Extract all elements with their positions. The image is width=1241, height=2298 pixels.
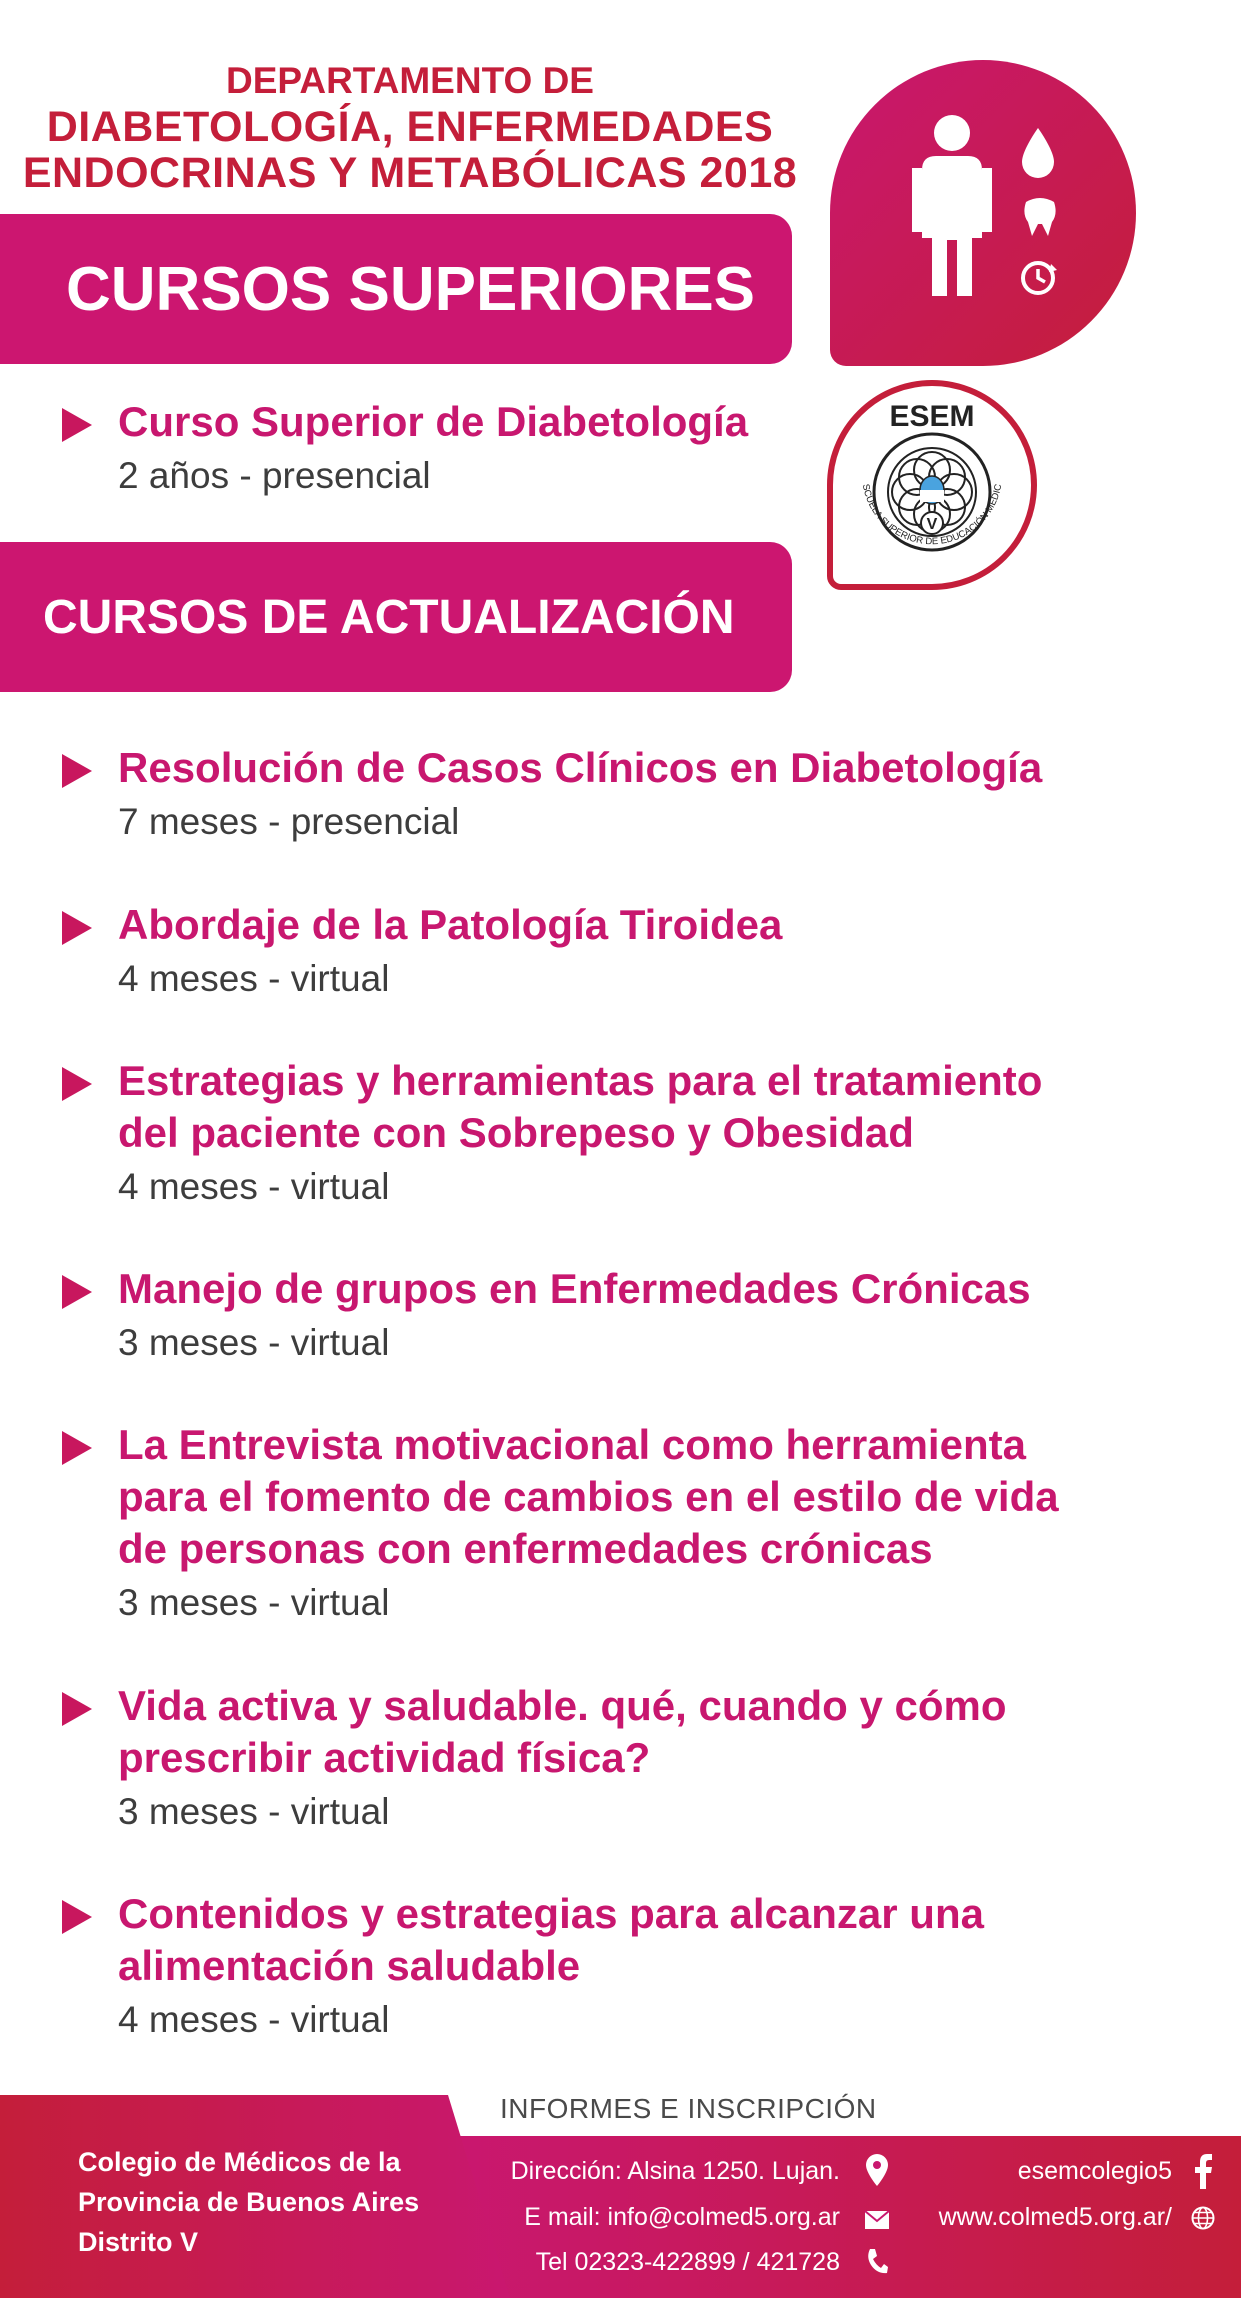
course-meta: 3 meses - virtual [118, 1582, 390, 1623]
course-title: Curso Superior de Diabetología [118, 398, 749, 445]
course-item [62, 1263, 1182, 1371]
course-meta: 3 meses - virtual [118, 1791, 390, 1832]
clock-icon [1018, 256, 1062, 300]
course-title-line-2: para el fomento de cambios en el estilo de vida [118, 1473, 1059, 1520]
facebook-icon[interactable] [1186, 2153, 1220, 2196]
course-title: Abordaje de la Patología Tiroidea [118, 901, 783, 948]
course-title-line-3: de personas con enfermedades crónicas [118, 1525, 933, 1572]
course-title-line-1: Vida activa y saludable. qué, cuando y cómo [118, 1682, 1007, 1729]
play-arrow-icon [62, 754, 92, 788]
health-icon-panel [830, 60, 1136, 366]
website-link[interactable]: www.colmed5.org.ar/ [938, 2203, 1172, 2231]
course-item [62, 1419, 1182, 1631]
organization-name [78, 2142, 419, 2262]
org-line-1: Colegio de Médicos de la [78, 2147, 401, 2177]
course-item [62, 1888, 1182, 2048]
course-item [62, 742, 1182, 850]
esem-wordmark: ESEM [889, 400, 975, 433]
org-line-2: Provincia de Buenos Aires [78, 2187, 420, 2217]
email-text[interactable]: E mail: info@colmed5.org.ar [524, 2203, 840, 2231]
course-title-line-2: alimentación saludable [118, 1942, 581, 1989]
course-title: Resolución de Casos Clínicos en Diabetología [118, 744, 1043, 791]
dept-line-3: ENDOCRINAS Y METABÓLICAS 2018 [22, 149, 798, 197]
play-arrow-icon [62, 1275, 92, 1309]
course-meta: 4 meses - virtual [118, 958, 390, 999]
org-line-3: Distrito V [78, 2227, 199, 2257]
course-title-line-1: Estrategias y herramientas para el tratamiento [118, 1057, 1043, 1104]
esem-ring-text: SCUELA SUPERIOR DE EDUCACIÓN MÉDIC [859, 483, 1005, 548]
play-arrow-icon [62, 911, 92, 945]
play-arrow-icon [62, 1692, 92, 1726]
course-title-line-2: prescribir actividad física? [118, 1734, 651, 1781]
play-arrow-icon [62, 1900, 92, 1934]
course-meta: 7 meses - presencial [118, 801, 460, 842]
course-title-line-1: La Entrevista motivacional como herramienta [118, 1421, 1026, 1468]
facebook-handle[interactable]: esemcolegio5 [1017, 2157, 1172, 2185]
play-arrow-icon [62, 1067, 92, 1101]
tooth-icon [1020, 196, 1060, 238]
globe-icon [1186, 2205, 1220, 2237]
course-item [62, 1680, 1182, 1840]
dept-line-1: DEPARTAMENTO DE [226, 60, 594, 101]
section-banner-superiores: CURSOS SUPERIORES [0, 214, 792, 364]
course-meta: 4 meses - virtual [118, 1166, 390, 1207]
section-banner-actualizacion: CURSOS DE ACTUALIZACIÓN [0, 542, 792, 692]
course-meta: 3 meses - virtual [118, 1322, 390, 1363]
location-pin-icon [860, 2153, 894, 2194]
course-meta: 4 meses - virtual [118, 1999, 390, 2040]
informes-heading: INFORMES E INSCRIPCIÓN [500, 2093, 877, 2124]
course-title: Manejo de grupos en Enfermedades Crónicas [118, 1265, 1031, 1312]
play-arrow-icon [62, 1431, 92, 1465]
person-icon [830, 60, 1136, 366]
course-item [62, 899, 1182, 1007]
dept-line-2: DIABETOLOGÍA, ENFERMEDADES [46, 103, 774, 151]
esem-badge: V [926, 516, 938, 533]
address-text: Dirección: Alsina 1250. Lujan. [510, 2157, 840, 2185]
course-meta: 2 años - presencial [118, 455, 431, 496]
phone-text[interactable]: Tel 02323-422899 / 421728 [535, 2248, 840, 2276]
play-arrow-icon [62, 408, 92, 442]
course-item [62, 1055, 1182, 1215]
drop-icon [1018, 126, 1058, 182]
phone-icon [860, 2247, 894, 2282]
course-item [62, 396, 1182, 504]
course-title-line-2: del paciente con Sobrepeso y Obesidad [118, 1109, 914, 1156]
department-title [0, 58, 820, 196]
course-title-line-1: Contenidos y estrategias para alcanzar una [118, 1890, 984, 1937]
